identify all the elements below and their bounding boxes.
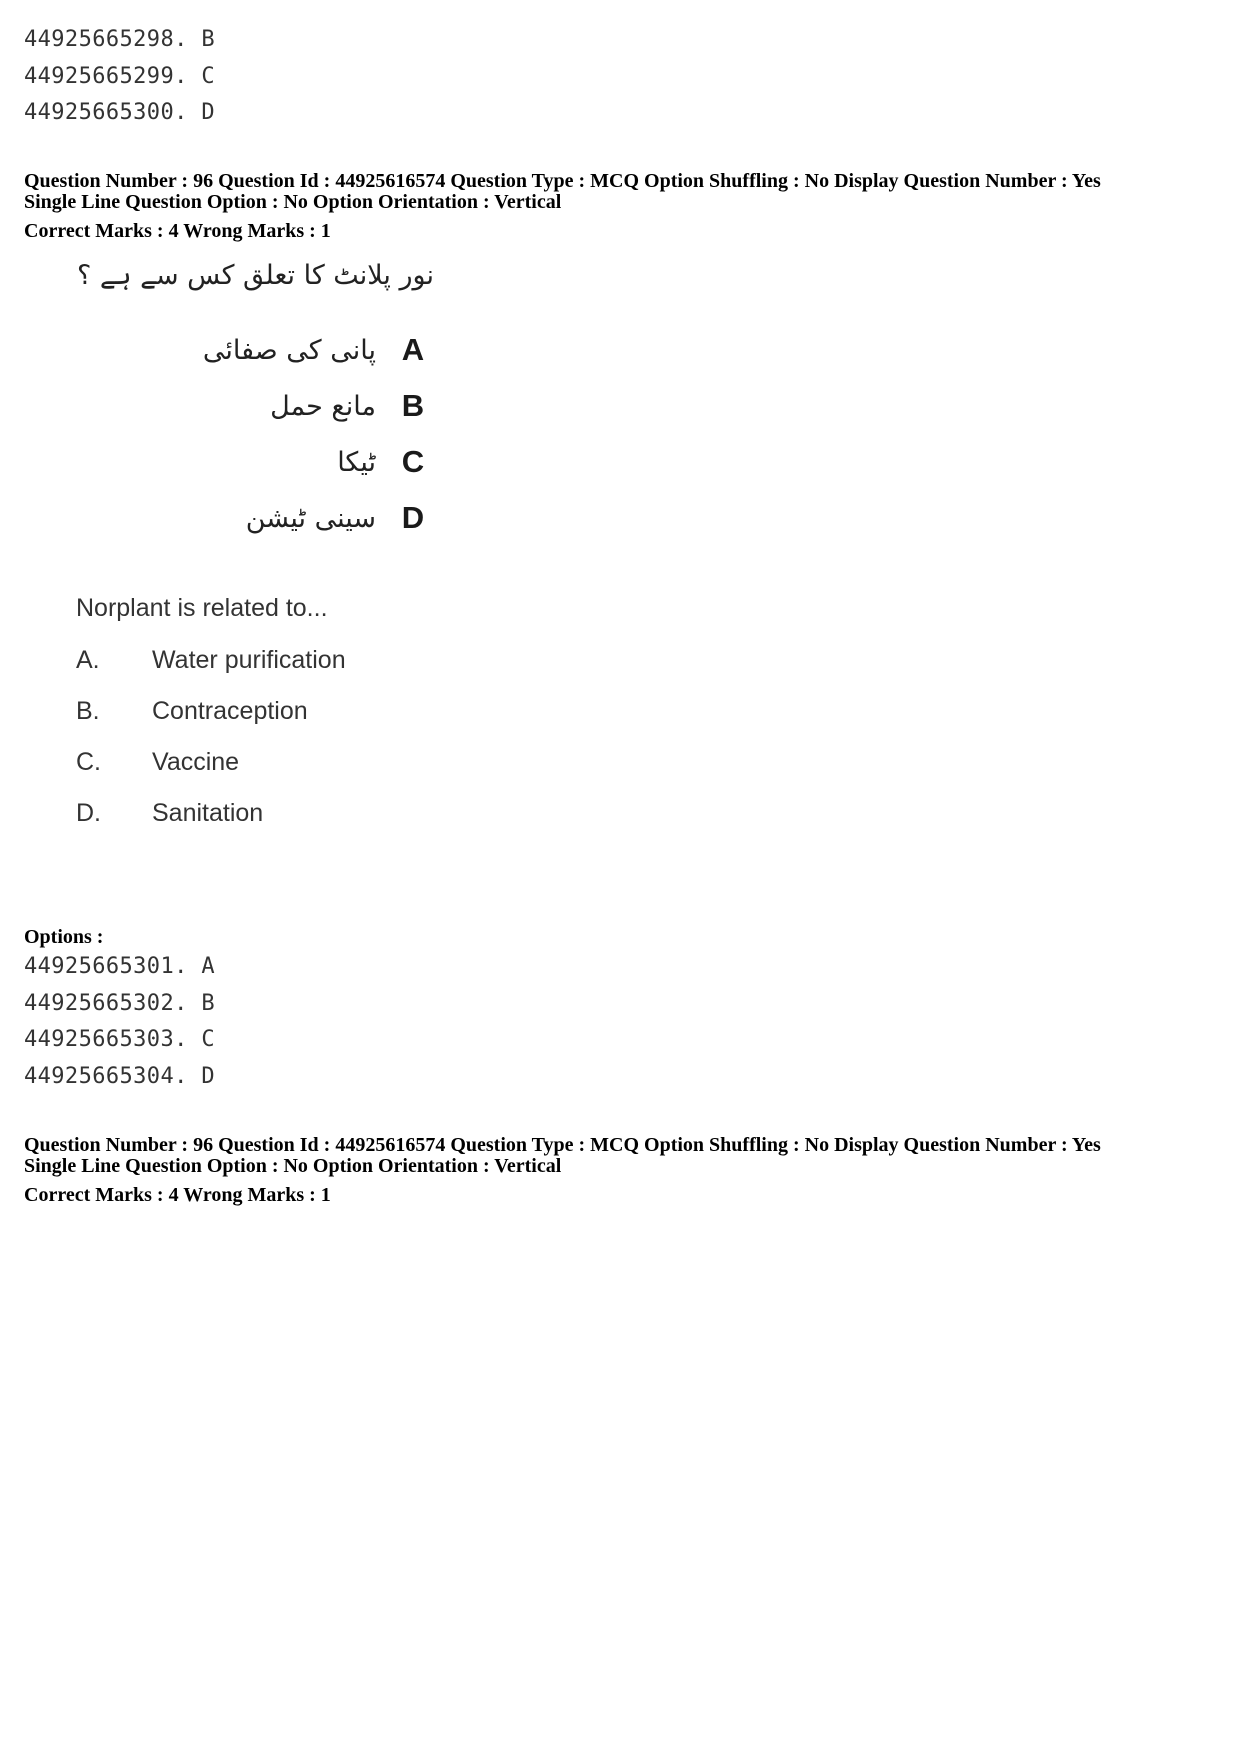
urdu-option-letter: A — [401, 332, 425, 367]
option-id-line: 44925665301. A — [24, 954, 216, 979]
urdu-option-text: مانع حمل — [270, 390, 376, 422]
metadata-line-2: Single Line Question Option : No Option Orientation : Vertical — [24, 1155, 562, 1177]
english-option-b — [76, 697, 308, 733]
english-option-text: Sanitation — [152, 799, 264, 827]
english-question-text: Norplant is related to... — [76, 594, 328, 622]
option-id-line: 44925665302. B — [24, 990, 216, 1016]
question-image — [52, 252, 444, 852]
option-id-line: 44925665298. B — [24, 27, 216, 52]
english-option-text: Contraception — [152, 697, 308, 725]
english-option-text: Water purification — [152, 646, 346, 674]
option-id-line: 44925665299. C — [24, 63, 216, 89]
urdu-option-text: پانی کی صفائی — [202, 334, 376, 366]
option-id-line: 44925665303. C — [24, 1027, 216, 1052]
english-option-text: Vaccine — [152, 748, 240, 776]
english-option-letter: D. — [76, 799, 101, 827]
urdu-option-a — [203, 327, 430, 373]
english-option-letter: A. — [76, 646, 100, 674]
english-option-a — [76, 646, 346, 682]
urdu-option-text: سینی ٹیشن — [245, 502, 376, 534]
metadata-line-1: Question Number : 96 Question Id : 44925616574 Question Type : MCQ Option Shuffling : No Display Question Number : Yes — [24, 1134, 1101, 1156]
question-metadata — [24, 171, 1101, 213]
next-question-marks: Correct Marks : 4 Wrong Marks : 1 — [24, 1184, 331, 1206]
english-option-c — [76, 748, 239, 784]
english-option-letter: B. — [76, 697, 100, 725]
metadata-line-1: Question Number : 96 Question Id : 44925616574 Question Type : MCQ Option Shuffling : No Display Question Number : Yes — [24, 170, 1101, 192]
option-id-line: 44925665300. D — [24, 100, 216, 125]
options-list — [24, 949, 215, 1095]
next-question-metadata — [24, 1135, 1101, 1177]
urdu-option-letter: B — [401, 388, 425, 423]
urdu-option-d — [246, 495, 430, 541]
urdu-option-letter: D — [401, 500, 425, 535]
english-option-d — [76, 799, 263, 835]
urdu-option-c — [337, 439, 430, 485]
english-option-letter: C. — [76, 748, 101, 776]
urdu-option-letter: C — [401, 444, 425, 479]
urdu-option-text: ٹیکا — [337, 446, 376, 478]
urdu-option-b — [270, 383, 430, 429]
urdu-question-text: نور پلانٹ کا تعلق کس سے ہے ؟ — [77, 260, 434, 291]
option-id-line: 44925665304. D — [24, 1063, 216, 1089]
options-label: Options : — [24, 926, 104, 948]
question-marks: Correct Marks : 4 Wrong Marks : 1 — [24, 220, 331, 242]
previous-options-list — [24, 22, 215, 132]
metadata-line-2: Single Line Question Option : No Option Orientation : Vertical — [24, 191, 562, 213]
